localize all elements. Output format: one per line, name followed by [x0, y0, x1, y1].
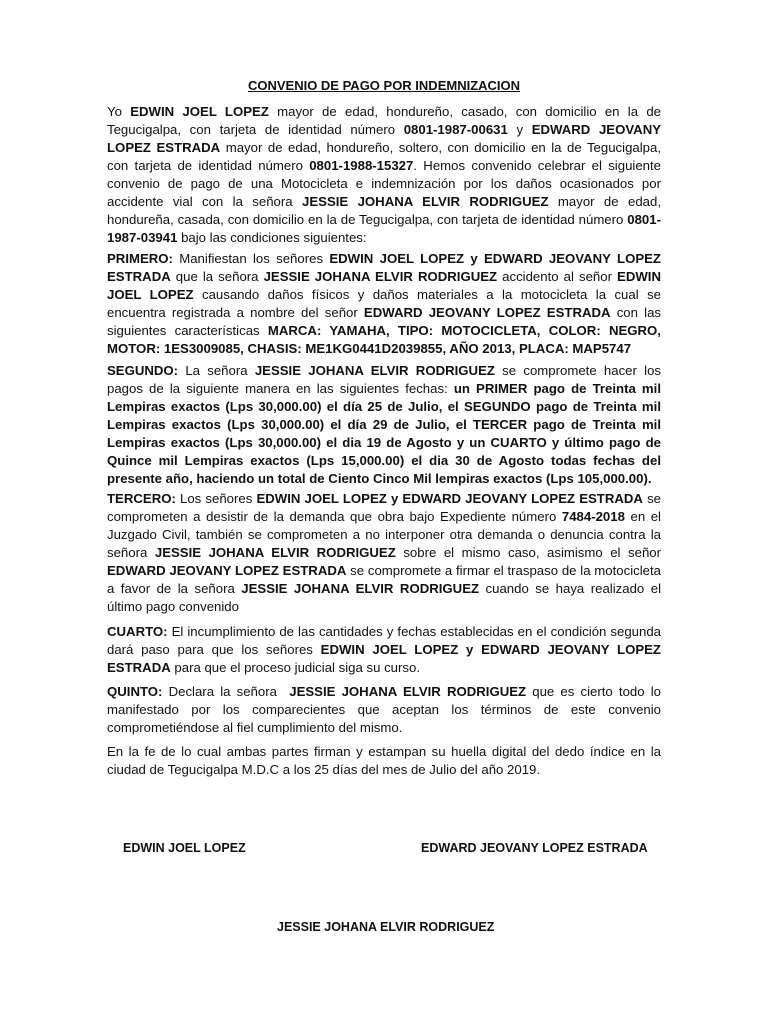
intro-id-jessie: 0801-1987-03941 — [107, 212, 661, 245]
clause-segundo — [107, 362, 661, 488]
clause-bold: JESSIE JOHANA ELVIR RODRIGUEZ — [241, 581, 480, 596]
payment-schedule: un PRIMER pago de Treinta mil Lempiras exactos (Lps 30,000.00) el día 25 de Julio, el SEGUNDO pago de Treinta mil Lempiras exactos (Lps 30,000.00) el día 29 de Julio, el TERCER pago de Treinta mil Lempiras exactos (Lps 30,000.00) el dia 19 de Agosto y un CUARTO y último pago de Quince mil Lempiras exactos (Lps 15,000.00) el dia 30 de Agosto todas fechas del presente año, haciendo un total de Ciento Cinco Mil lempiras exactos (Lps 105,000.00). — [107, 381, 661, 486]
clause-bold: JESSIE JOHANA ELVIR RODRIGUEZ — [254, 363, 495, 378]
document-title: CONVENIO DE PAGO POR INDEMNIZACION — [247, 78, 521, 93]
clause-quinto — [107, 683, 661, 737]
clause-text: que la señora — [170, 269, 264, 284]
clause-bold: JESSIE JOHANA ELVIR RODRIGUEZ — [289, 684, 527, 699]
intro-id-edwin: 0801-1987-00631 — [403, 122, 508, 137]
clause-primero — [107, 250, 661, 358]
intro-text-1: Yo — [107, 104, 131, 119]
clause-text: se compromete a firmar el traspaso de la motocicleta a favor de la señora — [107, 563, 661, 596]
clause-text: se compromete hacer los pagos de la siguiente manera en las siguientes fechas: — [107, 363, 661, 396]
intro-paragraph — [107, 103, 661, 247]
clause-text: cuando se haya realizado el último pago convenido — [107, 581, 661, 614]
clause-bold: EDWIN JOEL LOPEZ y EDWARD JEOVANY LOPEZ ESTRADA — [256, 491, 643, 506]
clause-text: El incumplimiento de las cantidades y fechas establecidas en el condición segunda dará paso para que los señores — [107, 624, 661, 657]
signature-jessie: JESSIE JOHANA ELVIR RODRIGUEZ — [277, 920, 495, 934]
clause-text: sobre el mismo caso, asimismo el señor — [395, 545, 661, 560]
intro-id-edward: 0801-1988-15327 — [309, 158, 414, 173]
intro-text-6: mayor de edad, hondureña, casada, con domicilio en la de Tegucigalpa, con tarjeta de identidad número — [107, 194, 661, 227]
clause-bold: EDWARD JEOVANY LOPEZ ESTRADA — [363, 305, 611, 320]
clause-bold: JESSIE JOHANA ELVIR RODRIGUEZ — [154, 545, 396, 560]
clause-text: que es cierto todo lo manifestado por los comparecientes que aceptan los términos de este convenio comprometiéndose al fiel cumplimiento del mismo. — [107, 684, 661, 735]
intro-name-edward: EDWARD JEOVANY LOPEZ ESTRADA — [107, 122, 662, 155]
clause-text: causando daños físicos y daños materiales a la motocicleta la cual se encuentra registrada a nombre del señor — [107, 287, 661, 320]
clause-quinto-label: QUINTO: — [107, 684, 163, 699]
intro-name-jessie: JESSIE JOHANA ELVIR RODRIGUEZ — [302, 194, 549, 209]
clause-bold: JESSIE JOHANA ELVIR RODRIGUEZ — [263, 269, 498, 284]
intro-text-5: . Hemos convenido celebrar el siguiente convenio de pago de una Motocicleta e indemnización por los daños ocasionados por accidente vial con la señora — [107, 158, 661, 209]
clause-primero-label: PRIMERO: — [107, 251, 173, 266]
clause-tercero-label: TERCERO: — [107, 491, 176, 506]
case-number: 7484-2018 — [561, 509, 625, 524]
intro-name-edwin: EDWIN JOEL LOPEZ — [130, 104, 269, 119]
clause-text: La señora — [178, 363, 255, 378]
clause-text: se comprometen a desistir de la demanda que obra bajo Expediente número — [107, 491, 661, 524]
clause-cuarto-label: CUARTO: — [107, 624, 168, 639]
motorcycle-details: MARCA: YAMAHA, TIPO: MOTOCICLETA, COLOR: NEGRO, MOTOR: 1ES3009085, CHASIS: ME1KG0441D2039855, AÑO 2013, PLACA: MAP5747 — [107, 323, 661, 356]
closing-paragraph: En la fe de lo cual ambas partes firman y estampan su huella digital del dedo índice en la ciudad de Tegucigalpa M.D.C a los 25 días del mes de Julio del año 2019. — [107, 744, 661, 777]
clause-text: accidento al señor — [497, 269, 618, 284]
signature-edwin: EDWIN JOEL LOPEZ — [123, 841, 246, 855]
clause-bold: EDWIN JOEL LOPEZ y EDWARD JEOVANY LOPEZ ESTRADA — [107, 251, 661, 284]
intro-text-7: bajo las condiciones siguientes: — [177, 230, 367, 245]
intro-text-3: y — [507, 122, 532, 137]
clause-text: Declara la señora — [162, 684, 290, 699]
clause-text: Los señores — [175, 491, 257, 506]
clause-text: Manifiestan los señores — [172, 251, 330, 266]
clause-bold: EDWIN JOEL LOPEZ y EDWARD JEOVANY LOPEZ ESTRADA — [107, 642, 661, 675]
intro-text-4: mayor de edad, hondureño, soltero, con domicilio en la de Tegucigalpa, con tarjeta de identidad número — [107, 140, 662, 173]
signature-edward: EDWARD JEOVANY LOPEZ ESTRADA — [421, 841, 648, 855]
clause-bold: EDWIN JOEL LOPEZ — [107, 269, 661, 302]
clause-cuarto — [107, 623, 661, 677]
clause-text: con las siguientes características — [107, 305, 661, 338]
clause-segundo-label: SEGUNDO: — [107, 363, 179, 378]
clause-text: en el Juzgado Civil, también se comprometen a no interponer otra demanda o denuncia contra la señora — [107, 509, 661, 560]
clause-bold: EDWARD JEOVANY LOPEZ ESTRADA — [107, 563, 347, 578]
clause-tercero — [107, 490, 661, 616]
clause-text: para que el proceso judicial siga su curso. — [170, 660, 420, 675]
intro-text-2: mayor de edad, hondureño, casado, con domicilio en la de Tegucigalpa, con tarjeta de identidad número — [107, 104, 661, 137]
